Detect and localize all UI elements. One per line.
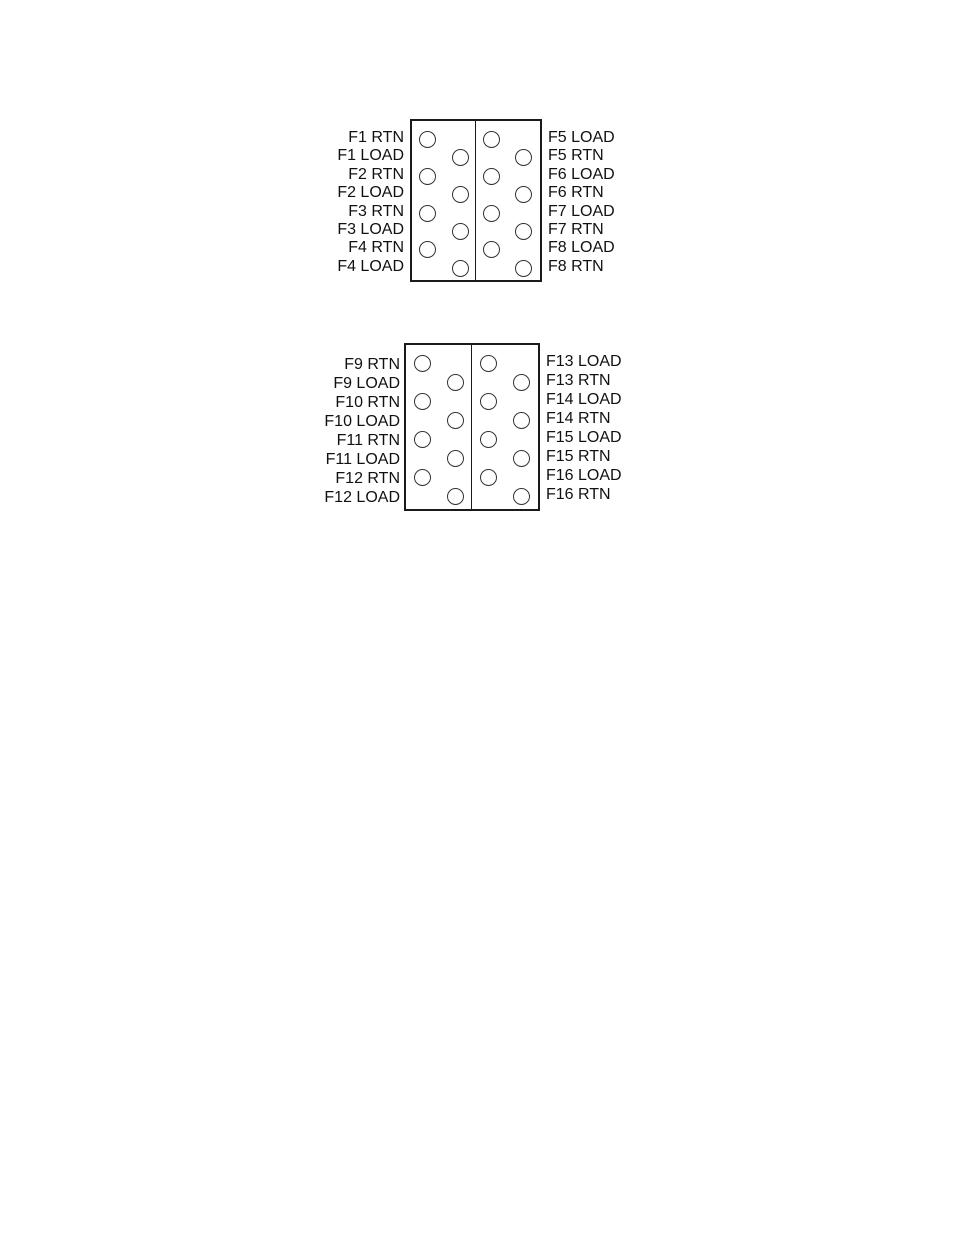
terminal-label: F4 LOAD	[337, 258, 404, 275]
terminal-hole	[480, 393, 497, 410]
terminal-hole	[414, 393, 431, 410]
terminal-hole	[480, 355, 497, 372]
terminal-label: F8 RTN	[548, 258, 604, 275]
terminal-block-1	[330, 119, 630, 282]
terminal-label: F11 LOAD	[325, 451, 400, 468]
terminal-label: F3 RTN	[348, 203, 404, 220]
terminal-label: F13 RTN	[546, 372, 611, 389]
terminal-hole	[513, 374, 530, 391]
terminal-box-right	[471, 343, 540, 511]
terminal-hole	[447, 374, 464, 391]
terminal-hole	[515, 260, 532, 277]
terminal-label: F9 LOAD	[333, 375, 400, 392]
terminal-hole	[419, 205, 436, 222]
terminal-hole	[515, 186, 532, 203]
terminal-label: F1 RTN	[348, 129, 404, 146]
terminal-label: F5 RTN	[548, 147, 604, 164]
terminal-hole	[480, 469, 497, 486]
terminal-label: F5 LOAD	[548, 129, 615, 146]
terminal-hole	[447, 450, 464, 467]
terminal-hole	[447, 412, 464, 429]
terminal-hole	[480, 431, 497, 448]
terminal-label: F16 RTN	[546, 486, 611, 503]
terminal-label: F7 LOAD	[548, 203, 615, 220]
terminal-hole	[515, 223, 532, 240]
terminal-hole	[414, 355, 431, 372]
terminal-label: F2 RTN	[348, 166, 404, 183]
terminal-label: F15 RTN	[546, 448, 611, 465]
terminal-hole	[419, 131, 436, 148]
terminal-label: F10 LOAD	[324, 413, 400, 430]
terminal-box-left	[410, 119, 476, 282]
terminal-label: F2 LOAD	[337, 184, 404, 201]
terminal-label: F10 RTN	[335, 394, 400, 411]
terminal-label: F12 RTN	[335, 470, 400, 487]
terminal-label: F1 LOAD	[337, 147, 404, 164]
terminal-hole	[515, 149, 532, 166]
terminal-hole	[414, 469, 431, 486]
terminal-box-left	[404, 343, 472, 511]
terminal-label: F11 RTN	[336, 432, 400, 449]
terminal-label: F7 RTN	[548, 221, 604, 238]
terminal-label: F3 LOAD	[337, 221, 404, 238]
terminal-label: F15 LOAD	[546, 429, 622, 446]
terminal-hole	[414, 431, 431, 448]
terminal-hole	[513, 412, 530, 429]
terminal-label: F12 LOAD	[324, 489, 400, 506]
terminal-label: F6 LOAD	[548, 166, 615, 183]
terminal-label: F9 RTN	[344, 356, 400, 373]
terminal-label: F16 LOAD	[546, 467, 622, 484]
terminal-box-right	[475, 119, 542, 282]
terminal-hole	[483, 131, 500, 148]
terminal-hole	[483, 205, 500, 222]
terminal-hole	[419, 241, 436, 258]
terminal-hole	[513, 488, 530, 505]
terminal-hole	[452, 223, 469, 240]
terminal-label: F4 RTN	[348, 239, 404, 256]
terminal-hole	[452, 186, 469, 203]
terminal-label: F14 RTN	[546, 410, 611, 427]
terminal-label: F13 LOAD	[546, 353, 622, 370]
terminal-label: F8 LOAD	[548, 239, 615, 256]
terminal-hole	[483, 241, 500, 258]
terminal-hole	[452, 149, 469, 166]
terminal-block-2	[318, 343, 638, 511]
terminal-hole	[419, 168, 436, 185]
terminal-hole	[483, 168, 500, 185]
terminal-hole	[513, 450, 530, 467]
terminal-label: F6 RTN	[548, 184, 604, 201]
terminal-label: F14 LOAD	[546, 391, 622, 408]
terminal-hole	[447, 488, 464, 505]
terminal-hole	[452, 260, 469, 277]
